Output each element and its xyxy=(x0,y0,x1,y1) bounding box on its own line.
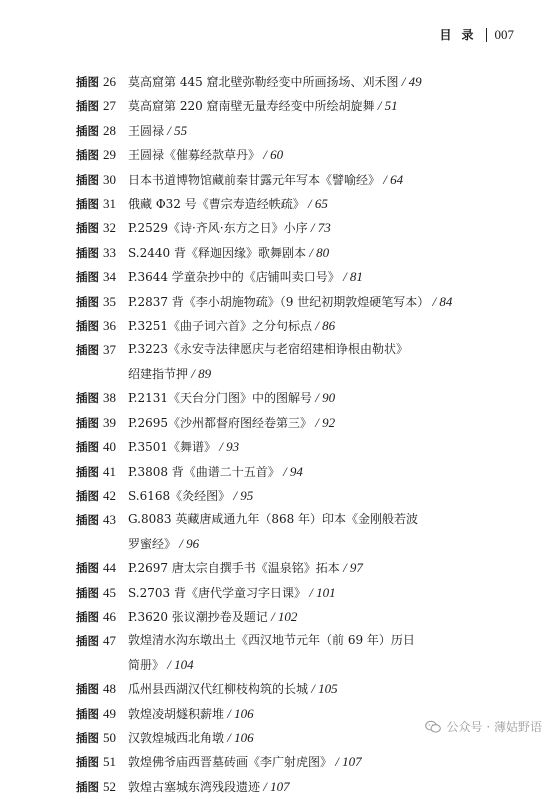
figure-label: 插图 45 xyxy=(76,584,117,600)
figure-title xyxy=(128,775,528,799)
figure-label: 插图 32 xyxy=(76,220,117,236)
figure-title xyxy=(128,241,528,265)
page-reference: / 97 xyxy=(339,560,363,576)
figure-label: 插图 44 xyxy=(76,560,117,576)
figure-label: 插图 28 xyxy=(76,122,117,138)
page-reference: / 89 xyxy=(188,365,212,381)
page-reference: / 51 xyxy=(374,98,398,114)
page-reference: / 95 xyxy=(230,487,254,503)
figure-number: 49 xyxy=(103,705,117,721)
figure-label: 插图 49 xyxy=(76,705,117,721)
figure-label: 插图 40 xyxy=(76,439,117,455)
page-number: 007 xyxy=(494,26,514,42)
figure-label: 插图 26 xyxy=(76,74,117,89)
figure-label: 插图 41 xyxy=(76,463,117,479)
list-item xyxy=(76,605,528,629)
figure-title xyxy=(128,386,528,410)
figure-title-line: P.3223《永安寺法律愿庆与老宿绍建相诤根由勒状》 xyxy=(128,342,408,357)
page-reference: / 64 xyxy=(380,171,404,187)
list-item xyxy=(76,629,528,677)
page-reference: / 106 xyxy=(224,729,254,745)
page-reference: / 96 xyxy=(176,535,200,551)
figure-number: 39 xyxy=(103,414,117,430)
figure-title-line: P.2131《天台分门图》中的图解号 / 90 xyxy=(128,390,336,406)
figure-number: 40 xyxy=(103,439,117,455)
figure-title xyxy=(128,168,528,192)
figure-title xyxy=(128,750,528,774)
figure-label: 插图 35 xyxy=(76,293,117,309)
list-item xyxy=(76,677,528,701)
list-item xyxy=(76,143,528,167)
figure-title xyxy=(128,94,528,118)
figure-title-line: 敦煌凌胡燧积薪堆 / 106 xyxy=(128,705,254,721)
page-reference: / 105 xyxy=(308,681,338,697)
figure-label: 插图 48 xyxy=(76,681,117,697)
figure-title xyxy=(128,338,528,386)
figure-number: 45 xyxy=(103,584,117,600)
figure-label: 插图 51 xyxy=(76,754,117,770)
figure-number: 41 xyxy=(103,463,117,479)
figure-number: 47 xyxy=(103,633,117,649)
figure-title-line: 敦煌佛爷庙西晋墓砖画《李广射虎图》 / 107 xyxy=(128,754,362,770)
list-item xyxy=(76,581,528,605)
list-item xyxy=(76,386,528,410)
figure-number: 50 xyxy=(103,729,117,745)
figure-title xyxy=(128,314,528,338)
list-item xyxy=(76,94,528,118)
page-reference: / 86 xyxy=(312,318,336,334)
figure-number: 52 xyxy=(103,778,117,794)
figure-label: 插图 42 xyxy=(76,487,117,503)
page-reference: / 81 xyxy=(339,269,363,285)
figure-title xyxy=(128,192,528,216)
figure-label: 插图 33 xyxy=(76,244,117,260)
figure-title xyxy=(128,143,528,167)
figure-title-line: S.2440 背《释迦因缘》歌舞剧本 / 80 xyxy=(128,244,330,260)
figure-title xyxy=(128,435,528,459)
figure-label: 插图 38 xyxy=(76,390,117,406)
page-reference: / 107 xyxy=(260,778,290,794)
figure-number: 46 xyxy=(103,608,117,624)
page-reference: / 65 xyxy=(304,196,328,212)
list-item xyxy=(76,70,528,94)
figure-label: 插图 31 xyxy=(76,196,117,212)
page-reference: / 73 xyxy=(307,220,331,236)
figure-title-line: 简册》 / 104 xyxy=(128,656,194,672)
figure-title-line: 汉敦煌城西北角墩 / 106 xyxy=(128,729,254,745)
figure-label: 插图 30 xyxy=(76,171,117,187)
figure-label: 插图 43 xyxy=(76,512,117,528)
figure-label: 插图 47 xyxy=(76,633,117,649)
figure-number: 30 xyxy=(103,171,117,187)
list-item xyxy=(76,168,528,192)
list-item xyxy=(76,290,528,314)
figure-number: 33 xyxy=(103,244,117,260)
figure-title-line: S.6168《灸经图》 / 95 xyxy=(128,487,254,503)
figure-title xyxy=(128,629,528,677)
list-item xyxy=(76,484,528,508)
section-title: 目录 xyxy=(439,28,484,42)
figure-title-line: 敦煌清水沟东墩出土《西汉地节元年（前 69 年）历日 xyxy=(128,633,415,648)
figure-label: 插图 34 xyxy=(76,269,117,285)
figure-label: 插图 52 xyxy=(76,778,117,794)
figure-number: 43 xyxy=(103,512,117,528)
figure-title xyxy=(128,508,528,556)
list-item xyxy=(76,192,528,216)
figure-number: 26 xyxy=(103,74,117,89)
header-divider xyxy=(486,28,487,42)
figure-label: 插图 39 xyxy=(76,414,117,430)
figure-title-line: 莫高窟第 220 窟南壁无量寿经变中所绘胡旋舞 / 51 xyxy=(128,98,398,114)
list-item xyxy=(76,265,528,289)
figure-title xyxy=(128,216,528,240)
wechat-icon xyxy=(425,720,441,734)
figure-list xyxy=(76,70,528,799)
figure-number: 31 xyxy=(103,196,117,212)
page-reference: / 49 xyxy=(398,74,422,89)
figure-label: 插图 36 xyxy=(76,318,117,334)
list-item xyxy=(76,338,528,386)
figure-label: 插图 50 xyxy=(76,729,117,745)
page-reference: / 90 xyxy=(312,390,336,406)
figure-title-line: 莫高窟第 445 窟北壁弥勒经变中所画扬场、刈禾图 / 49 xyxy=(128,74,422,89)
figure-title-line: 瓜州县西湖汉代红柳枝构筑的长城 / 105 xyxy=(128,681,338,697)
figure-title-line: 日本书道博物馆藏前秦甘露元年写本《譬喻经》 / 64 xyxy=(128,171,404,187)
figure-title-line: 俄藏 Φ32 号《曹宗寿造经帙疏》 / 65 xyxy=(128,196,328,212)
list-item xyxy=(76,119,528,143)
figure-title xyxy=(128,290,528,314)
figure-title-line: P.3808 背《曲谱二十五首》 / 94 xyxy=(128,463,303,479)
page-reference: / 93 xyxy=(216,439,240,455)
figure-title-line: P.3644 学童杂抄中的《店铺叫卖口号》 / 81 xyxy=(128,269,363,285)
figure-number: 29 xyxy=(103,147,117,163)
figure-number: 35 xyxy=(103,293,117,309)
figure-title xyxy=(128,411,528,435)
figure-number: 34 xyxy=(103,269,117,285)
page-reference: / 94 xyxy=(279,463,303,479)
page-reference: / 106 xyxy=(224,705,254,721)
figure-number: 32 xyxy=(103,220,117,236)
figure-label: 插图 27 xyxy=(76,98,117,114)
list-item xyxy=(76,508,528,556)
list-item xyxy=(76,775,528,799)
page-reference: / 107 xyxy=(332,754,362,770)
figure-title xyxy=(128,581,528,605)
figure-title xyxy=(128,265,528,289)
list-item xyxy=(76,460,528,484)
figure-number: 51 xyxy=(103,754,117,770)
figure-number: 44 xyxy=(103,560,117,576)
watermark-text: 公众号 · 薄姑野语 xyxy=(446,720,542,734)
figure-title-line: 王圆禄《催募经款草丹》 / 60 xyxy=(128,147,284,163)
figure-title xyxy=(128,484,528,508)
figure-label: 插图 29 xyxy=(76,147,117,163)
page-reference: / 92 xyxy=(312,414,336,430)
figure-title xyxy=(128,70,528,94)
figure-number: 38 xyxy=(103,390,117,406)
figure-title xyxy=(128,460,528,484)
figure-title-line: S.2703 背《唐代学童习字日课》 / 101 xyxy=(128,584,336,600)
list-item xyxy=(76,216,528,240)
figure-title-line: P.2529《诗·齐风·东方之日》小序 / 73 xyxy=(128,220,331,236)
page-reference: / 60 xyxy=(260,147,284,163)
page-reference: / 101 xyxy=(305,584,336,600)
figure-title xyxy=(128,677,528,701)
list-item xyxy=(76,750,528,774)
list-item xyxy=(76,411,528,435)
page-reference: / 80 xyxy=(305,244,330,260)
figure-number: 27 xyxy=(103,98,117,114)
list-item xyxy=(76,435,528,459)
page-reference: / 104 xyxy=(164,656,194,672)
figure-title-line: P.3620 张议潮抄卷及题记 / 102 xyxy=(128,608,298,624)
figure-title xyxy=(128,556,528,580)
page-reference: / 55 xyxy=(164,122,188,138)
figure-title-line: G.8083 英藏唐咸通九年（868 年）印本《金刚般若波 xyxy=(128,512,419,527)
running-header xyxy=(439,26,514,43)
figure-title-line: P.2697 唐太宗自撰手书《温泉铭》拓本 / 97 xyxy=(128,560,363,576)
list-item xyxy=(76,241,528,265)
figure-number: 28 xyxy=(103,122,117,138)
figure-title-line: P.2695《沙州都督府图经卷第三》 / 92 xyxy=(128,414,336,430)
figure-title-line: 王圆禄 / 55 xyxy=(128,122,188,138)
figure-number: 36 xyxy=(103,318,117,334)
figure-number: 42 xyxy=(103,487,117,503)
figure-title-line: 罗蜜经》 / 96 xyxy=(128,535,200,551)
list-item xyxy=(76,314,528,338)
figure-label: 插图 37 xyxy=(76,342,117,358)
figure-number: 37 xyxy=(103,342,117,358)
figure-title-line: 绍建指节押 / 89 xyxy=(128,365,212,381)
figure-title xyxy=(128,605,528,629)
list-item xyxy=(76,556,528,580)
page-reference: / 102 xyxy=(267,608,298,624)
watermark xyxy=(425,718,542,735)
figure-label: 插图 46 xyxy=(76,608,117,624)
figure-title-line: P.2837 背《李小胡施物疏》（9 世纪初期敦煌硬笔写本） / 84 xyxy=(128,293,453,309)
figure-number: 48 xyxy=(103,681,117,697)
page-reference: / 84 xyxy=(429,293,453,309)
figure-title-line: P.3251《曲子词六首》之分句标点 / 86 xyxy=(128,318,336,334)
figure-title xyxy=(128,119,528,143)
figure-title-line: 敦煌古塞城东湾残段遗迹 / 107 xyxy=(128,778,290,794)
figure-title-line: P.3501《舞谱》 / 93 xyxy=(128,439,240,455)
